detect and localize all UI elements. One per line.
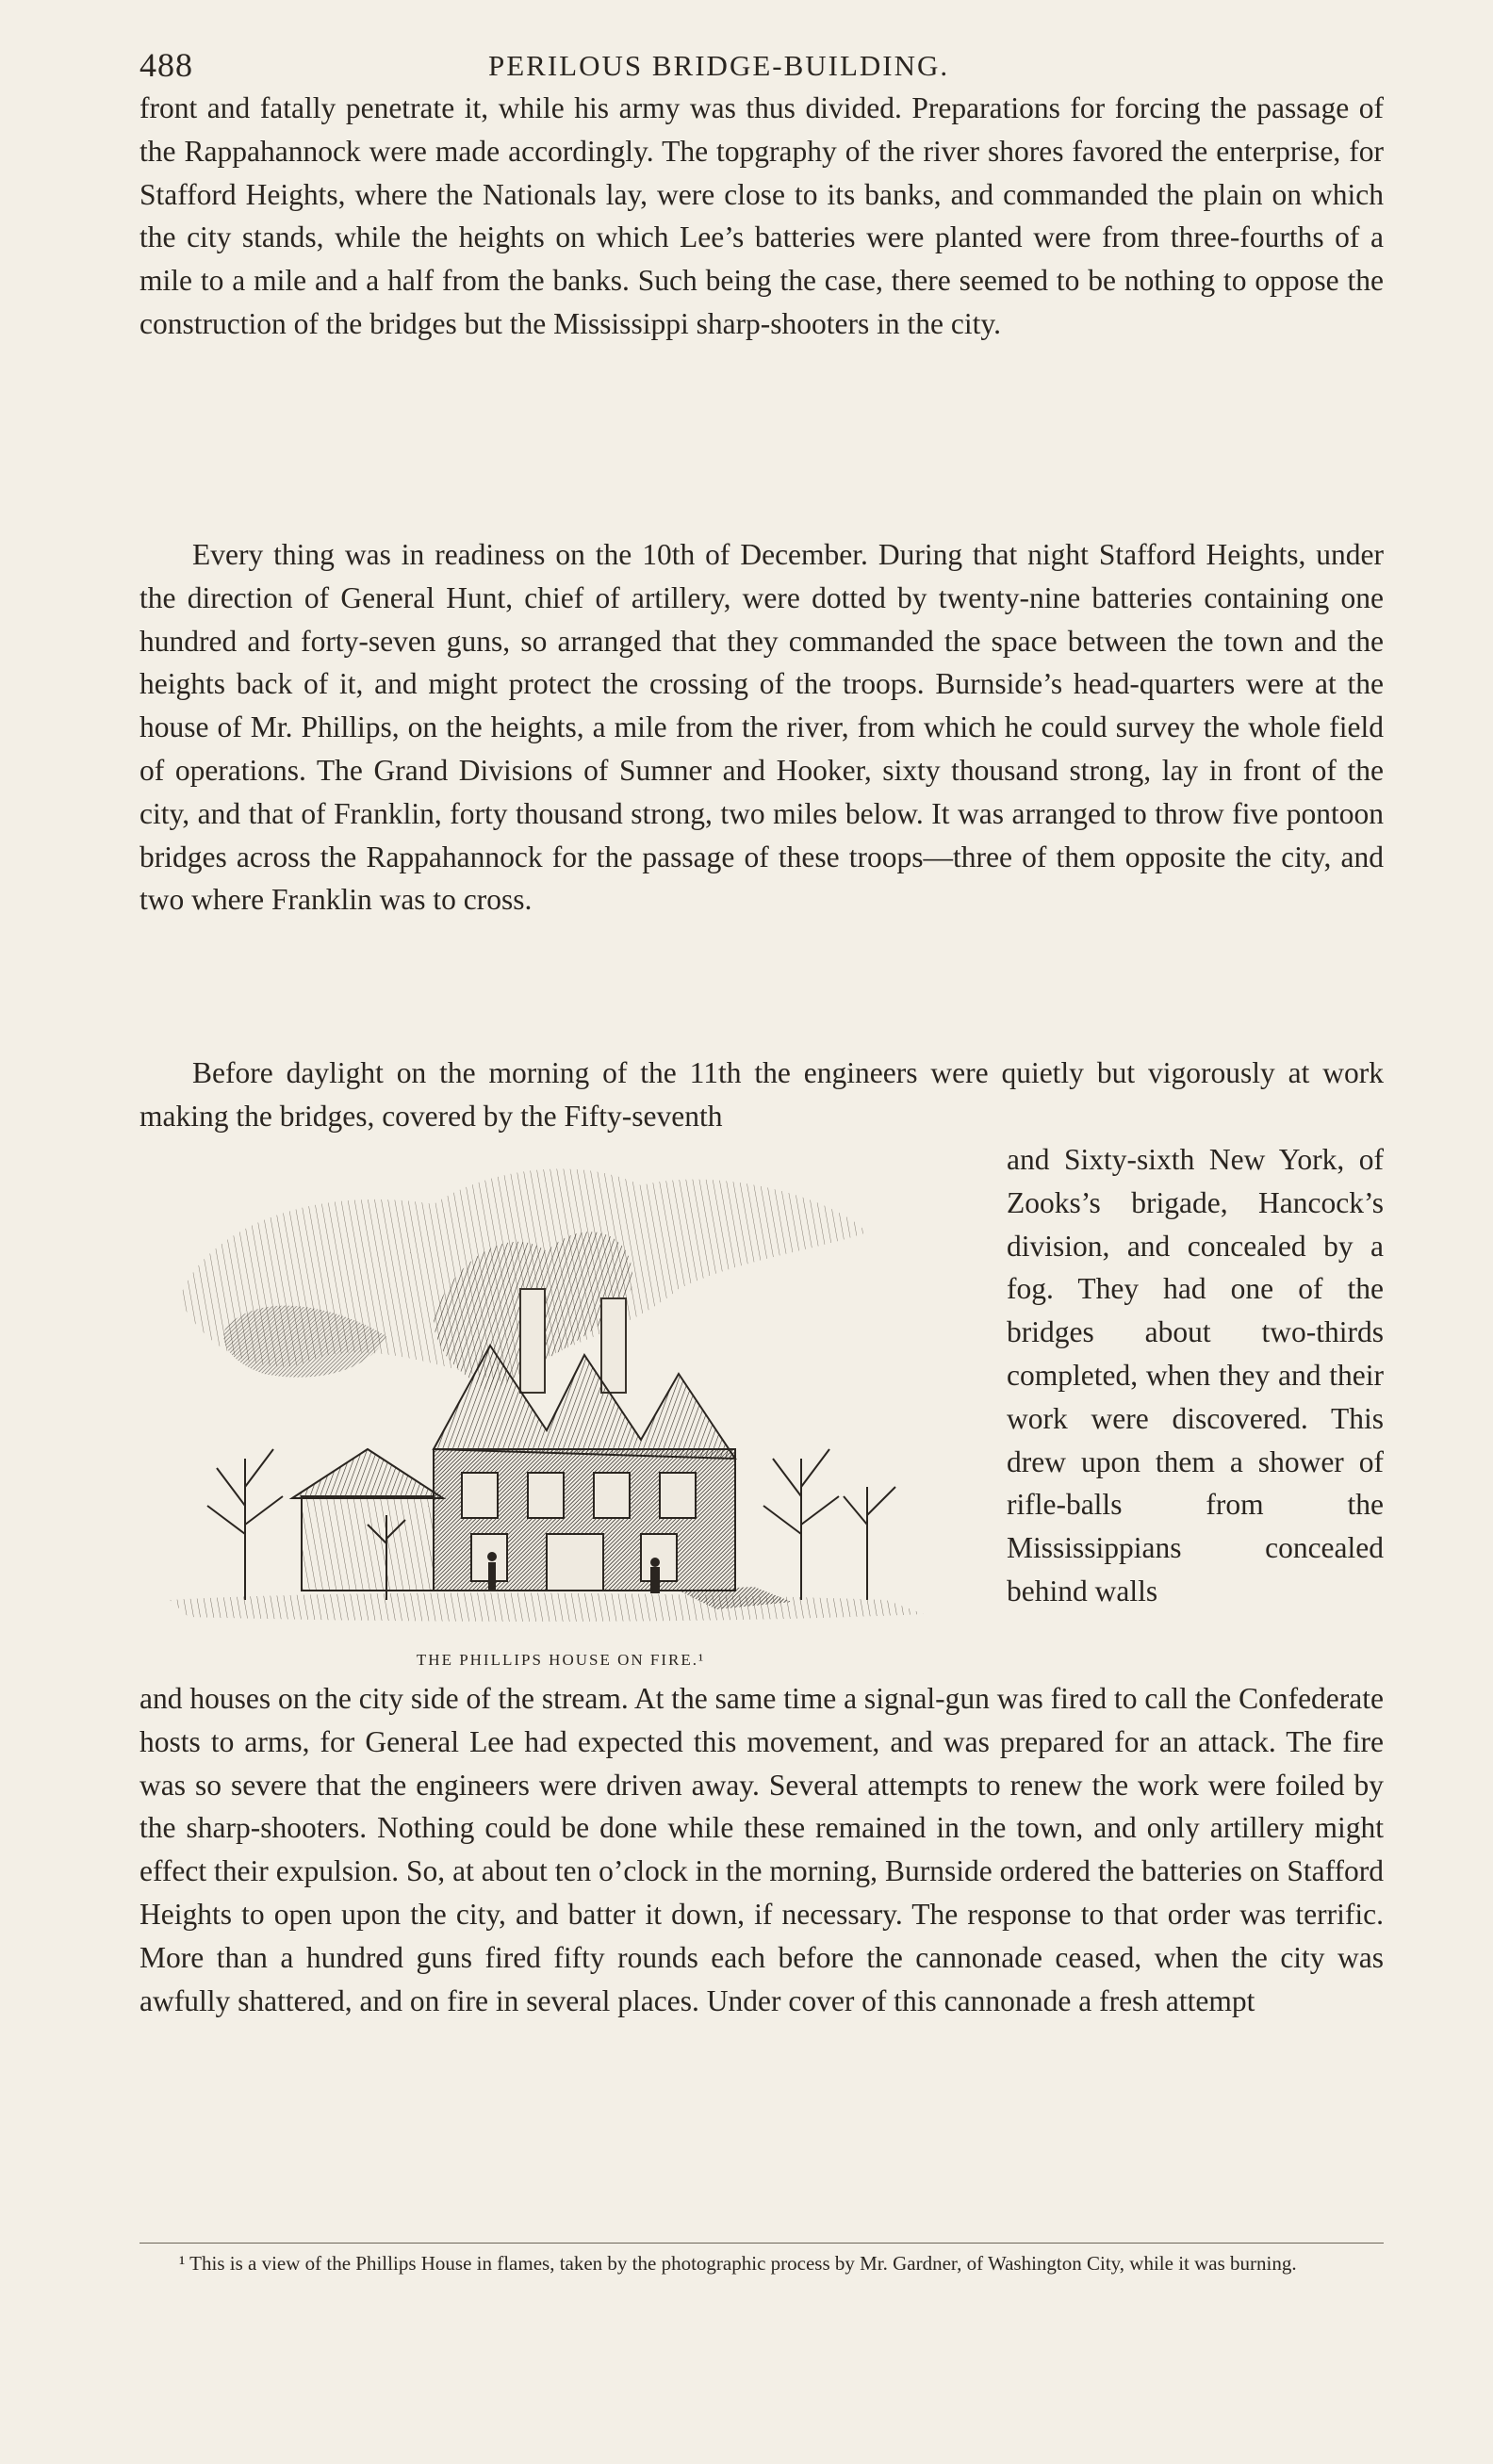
footnote-text: ¹ This is a view of the Phillips House in flames, taken by the photographic process by Mr. Gardner, of Washington City, while it was burning.	[179, 2252, 1297, 2275]
footnote-rule	[139, 2243, 1384, 2244]
paragraph-3-rest-text: and houses on the city side of the stream. At the same time a signal-gun was fired to call the Confederate hosts to arms, for General Lee had expected this movement, and was prepared for an attack. The fire was so severe that the engineers were driven away. Several attempts to renew the work were foiled by the sharp-shooters. Nothing could be done while these remained in the town, and only artillery might effect their expulsion. So, at about ten o’clock in the morning, Burnside ordered the batteries on Stafford Heights to open upon the city, and batter it down, if necessary. The response to that order was terrific. More than a hundred guns fired fifty rounds each before the cannonade ceased, when the city was awfully shattered, and on fire in several places. Under cover of this cannonade a fresh attempt	[139, 1682, 1384, 2017]
chimney-left	[520, 1289, 545, 1393]
page-header	[139, 45, 1384, 92]
paragraph-3-continuation	[139, 1677, 1384, 2022]
paragraph-1-text: front and fatally penetrate it, while his army was thus divided. Preparations for forcing the passage of the Rappahannock were made accordingly. The topgraphy of the river shores favored the enterprise, for Stafford Heights, where the Nationals lay, were close to its banks, and commanded the plain on which the city stands, while the heights on which Lee’s batteries were planted were from three-fourths of a mile to a mile and a half from the banks. Such being the case, there seemed to be nothing to oppose the construction of the bridges but the Mississippi sharp-shooters in the city.	[139, 91, 1384, 340]
phillips-house-illustration	[151, 1148, 971, 1638]
figure-caption: THE PHILLIPS HOUSE ON FIRE.¹	[416, 1651, 706, 1669]
running-title: PERILOUS BRIDGE-BUILDING.	[488, 49, 950, 82]
outbuilding	[302, 1496, 434, 1591]
paragraph-2	[139, 533, 1384, 922]
paragraph-3-full-width-text: Before daylight on the morning of the 11th the engineers were quietly but vigorously at work making the bridges, covered by the Fifty-seventh	[139, 1056, 1384, 1133]
paragraph-3-side-column	[1007, 1138, 1384, 1613]
paragraph-3-side-text: and Sixty-sixth New York, of Zooks’s brigade, Hancock’s division, and concealed by a fog. They had one of the bridges about two-thirds completed, when they and their work were discovered. This drew upon them a shower of rifle-balls from the Mississippians concealed behind walls	[1007, 1143, 1384, 1607]
paragraph-1	[139, 87, 1384, 346]
paragraph-2-text: Every thing was in readiness on the 10th of December. During that night Stafford Heights, under the direction of General Hunt, chief of artillery, were dotted by twenty-nine batteries containing one hundred and forty-seven guns, so arranged that they commanded the space between the town and the heights back of it, and might protect the crossing of the troops. Burnside’s head-quarters were at the house of Mr. Phillips, on the heights, a mile from the river, from which he could survey the whole field of operations. The Grand Divisions of Sumner and Hooker, sixty thousand strong, lay in front of the city, and that of Franklin, forty thousand strong, two miles below. It was arranged to throw five pontoon bridges across the Rappahannock for the passage of these troops—three of them opposite the city, and two where Franklin was to cross.	[139, 538, 1384, 917]
engraving-house-fire	[151, 1148, 971, 1638]
footnote	[139, 2250, 1384, 2276]
chimney-right	[601, 1298, 626, 1393]
paragraph-3-intro	[139, 1052, 1384, 1138]
page-number: 488	[139, 46, 193, 84]
ground	[170, 1593, 924, 1622]
